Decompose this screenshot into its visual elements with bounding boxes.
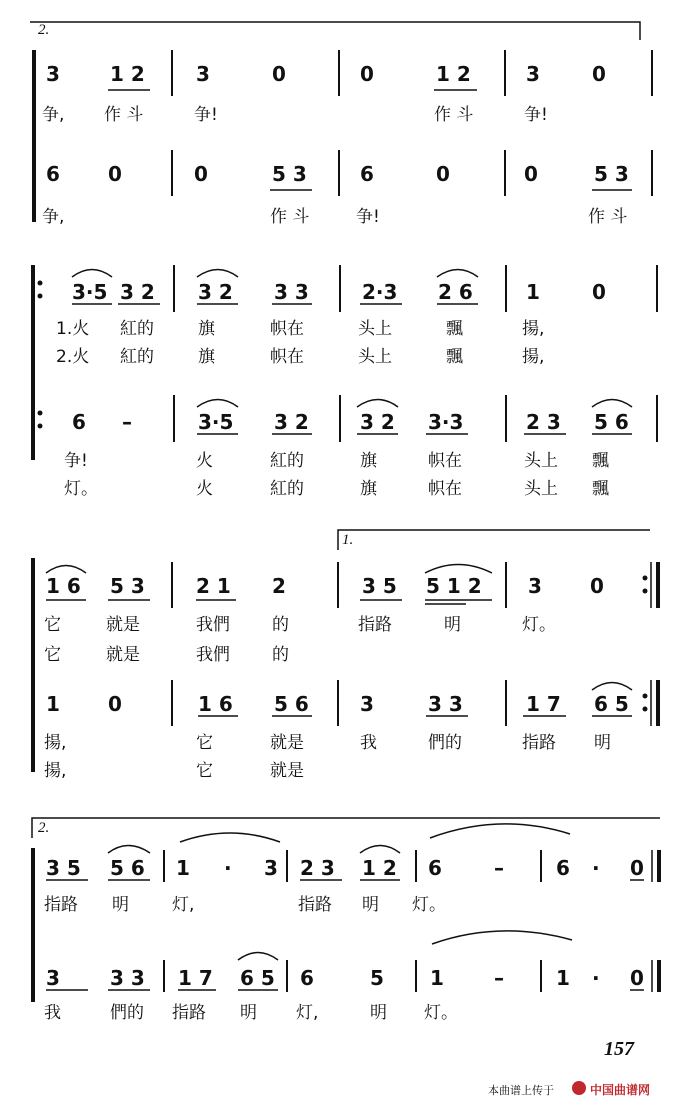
note: 1 xyxy=(526,280,540,304)
lyric: 的 xyxy=(272,645,289,665)
note: 3 5 xyxy=(46,856,81,880)
lyric: 揚, xyxy=(44,761,67,781)
note: 0 xyxy=(108,692,122,716)
lyric: 指路 xyxy=(522,733,556,753)
lyric: 灯。 xyxy=(424,1003,458,1023)
lyric: 紅的 xyxy=(120,319,154,339)
note: 3·5 xyxy=(72,280,108,304)
note: 0 xyxy=(630,966,644,990)
lyric: 飄 xyxy=(592,479,609,499)
note: 5 6 xyxy=(274,692,309,716)
lyric: 紅的 xyxy=(270,479,304,499)
lyric: 头上 xyxy=(524,479,558,499)
lyric: 帜在 xyxy=(270,319,304,339)
note: 3 xyxy=(526,62,540,86)
note: 3 xyxy=(360,692,374,716)
lyric: 帜在 xyxy=(270,347,304,367)
note: 0 xyxy=(592,62,606,86)
note: 6 xyxy=(428,856,442,880)
note: 2 6 xyxy=(438,280,473,304)
note: 1 xyxy=(430,966,444,990)
lyric: 明 xyxy=(444,615,461,635)
lyric: 明 xyxy=(112,895,129,915)
note: 3 2 xyxy=(360,410,395,434)
lyric: 争! xyxy=(356,207,380,227)
note: 6 xyxy=(556,856,570,880)
lyric: 灯, xyxy=(296,1003,319,1023)
note: 5 xyxy=(370,966,384,990)
note: 6 xyxy=(46,162,60,186)
lyric: 指路 xyxy=(298,895,332,915)
note: 0 xyxy=(272,62,286,86)
lyric: 明 xyxy=(370,1003,387,1023)
lyric: 就是 xyxy=(270,761,304,781)
lyric: 1.火 xyxy=(56,319,90,339)
lyric: 作 斗 xyxy=(104,105,144,125)
note: · xyxy=(592,856,600,880)
lyric: 灯。 xyxy=(412,895,446,915)
note: · xyxy=(224,856,232,880)
lyric: 飄 xyxy=(446,319,463,339)
note: 5 3 xyxy=(594,162,629,186)
lyric: 作 斗 xyxy=(270,207,310,227)
lyric: 灯, xyxy=(172,895,195,915)
note: 2 3 xyxy=(526,410,561,434)
note: 3 5 xyxy=(362,574,397,598)
note: 0 xyxy=(194,162,208,186)
lyric: 揚, xyxy=(44,733,67,753)
lyric: 旗 xyxy=(360,479,377,499)
lyric: 灯。 xyxy=(522,615,556,635)
lyric: 指路 xyxy=(44,895,78,915)
volta-label-1: 1. xyxy=(342,532,354,548)
lyric: 争! xyxy=(524,105,548,125)
volta-label-2: 2. xyxy=(38,22,50,38)
watermark-site: 中国曲谱网 xyxy=(590,1083,651,1097)
lyric: 头上 xyxy=(524,451,558,471)
note: 3 2 xyxy=(120,280,155,304)
watermark-text: 本曲谱上传于 xyxy=(488,1084,554,1097)
lyric: 头上 xyxy=(358,319,392,339)
note: 1 7 xyxy=(526,692,561,716)
lyric: 它 xyxy=(196,733,213,753)
note: 5 6 xyxy=(110,856,145,880)
lyric: 争, xyxy=(42,105,65,125)
note: 1 xyxy=(176,856,190,880)
volta-label-2: 2. xyxy=(38,820,50,836)
lyric: 它 xyxy=(44,645,61,665)
lyric: 火 xyxy=(196,451,213,471)
lyric: 争, xyxy=(42,207,65,227)
lyric: 2.火 xyxy=(56,347,90,367)
note: 3 xyxy=(46,966,60,990)
note: 5 1 2 xyxy=(426,574,482,598)
note: 3 xyxy=(46,62,60,86)
watermark-logo-icon xyxy=(572,1081,586,1095)
note: 3 2 xyxy=(274,410,309,434)
note: · xyxy=(592,966,600,990)
lyric: 飄 xyxy=(592,451,609,471)
lyric: 它 xyxy=(196,761,213,781)
note: 2 1 xyxy=(196,574,231,598)
note: 1 6 xyxy=(46,574,81,598)
note: 3 xyxy=(528,574,542,598)
note: 0 xyxy=(592,280,606,304)
note: 6 xyxy=(300,966,314,990)
volta-bracket-2-top xyxy=(32,818,660,838)
lyric: 紅的 xyxy=(270,451,304,471)
page-number: 157 xyxy=(604,1038,634,1060)
note: 6 xyxy=(72,410,86,434)
note: 0 xyxy=(360,62,374,86)
lyric: 揚, xyxy=(522,347,545,367)
note: – xyxy=(122,410,132,434)
lyric: 明 xyxy=(594,733,611,753)
volta-bracket-1-top xyxy=(338,530,650,550)
note: 6 5 xyxy=(240,966,275,990)
lyric: 們的 xyxy=(110,1003,144,1023)
note: 3·3 xyxy=(428,410,464,434)
note: 0 xyxy=(108,162,122,186)
note: 1 xyxy=(556,966,570,990)
note: 6 5 xyxy=(594,692,629,716)
note: 3 xyxy=(264,856,278,880)
lyric: 我們 xyxy=(196,645,230,665)
lyric: 争! xyxy=(64,451,88,471)
lyric: 火 xyxy=(196,479,213,499)
note: 3 2 xyxy=(198,280,233,304)
note: 0 xyxy=(436,162,450,186)
lyric: 灯。 xyxy=(64,479,98,499)
lyric: 就是 xyxy=(106,645,140,665)
lyric: 旗 xyxy=(198,319,215,339)
lyric: 旗 xyxy=(198,347,215,367)
lyric: 指路 xyxy=(172,1003,206,1023)
lyric: 帜在 xyxy=(428,451,462,471)
lyric: 就是 xyxy=(270,733,304,753)
note: 0 xyxy=(524,162,538,186)
note: 5 3 xyxy=(272,162,307,186)
lyric: 指路 xyxy=(358,615,392,635)
lyric: 明 xyxy=(240,1003,257,1023)
note: 0 xyxy=(630,856,644,880)
note: – xyxy=(494,856,504,880)
note: 5 6 xyxy=(594,410,629,434)
note: 0 xyxy=(590,574,604,598)
note: 3 xyxy=(196,62,210,86)
lyric: 的 xyxy=(272,615,289,635)
lyric: 作 斗 xyxy=(434,105,474,125)
lyric: 就是 xyxy=(106,615,140,635)
lyric: 帜在 xyxy=(428,479,462,499)
volta-bracket-2-top xyxy=(30,22,640,40)
lyric: 明 xyxy=(362,895,379,915)
note: 6 xyxy=(360,162,374,186)
lyric: 飄 xyxy=(446,347,463,367)
note: 1 7 xyxy=(178,966,213,990)
lyric: 我 xyxy=(360,733,377,753)
lyric: 我 xyxy=(44,1003,61,1023)
lyric: 們的 xyxy=(428,733,462,753)
note: 1 2 xyxy=(110,62,145,86)
note: 5 3 xyxy=(110,574,145,598)
lyric: 它 xyxy=(44,615,61,635)
note: 3 3 xyxy=(274,280,309,304)
lyric: 争! xyxy=(194,105,218,125)
note: 3·5 xyxy=(198,410,234,434)
note: 1 2 xyxy=(362,856,397,880)
note: 1 6 xyxy=(198,692,233,716)
lyric: 作 斗 xyxy=(588,207,628,227)
note: 2 xyxy=(272,574,286,598)
lyric: 紅的 xyxy=(120,347,154,367)
note: 3 3 xyxy=(110,966,145,990)
note: – xyxy=(494,966,504,990)
note: 3 3 xyxy=(428,692,463,716)
lyric: 头上 xyxy=(358,347,392,367)
note: 2 3 xyxy=(300,856,335,880)
note: 2·3 xyxy=(362,280,398,304)
note: 1 2 xyxy=(436,62,471,86)
lyric: 旗 xyxy=(360,451,377,471)
lyric: 揚, xyxy=(522,319,545,339)
lyric: 我們 xyxy=(196,615,230,635)
note: 1 xyxy=(46,692,60,716)
